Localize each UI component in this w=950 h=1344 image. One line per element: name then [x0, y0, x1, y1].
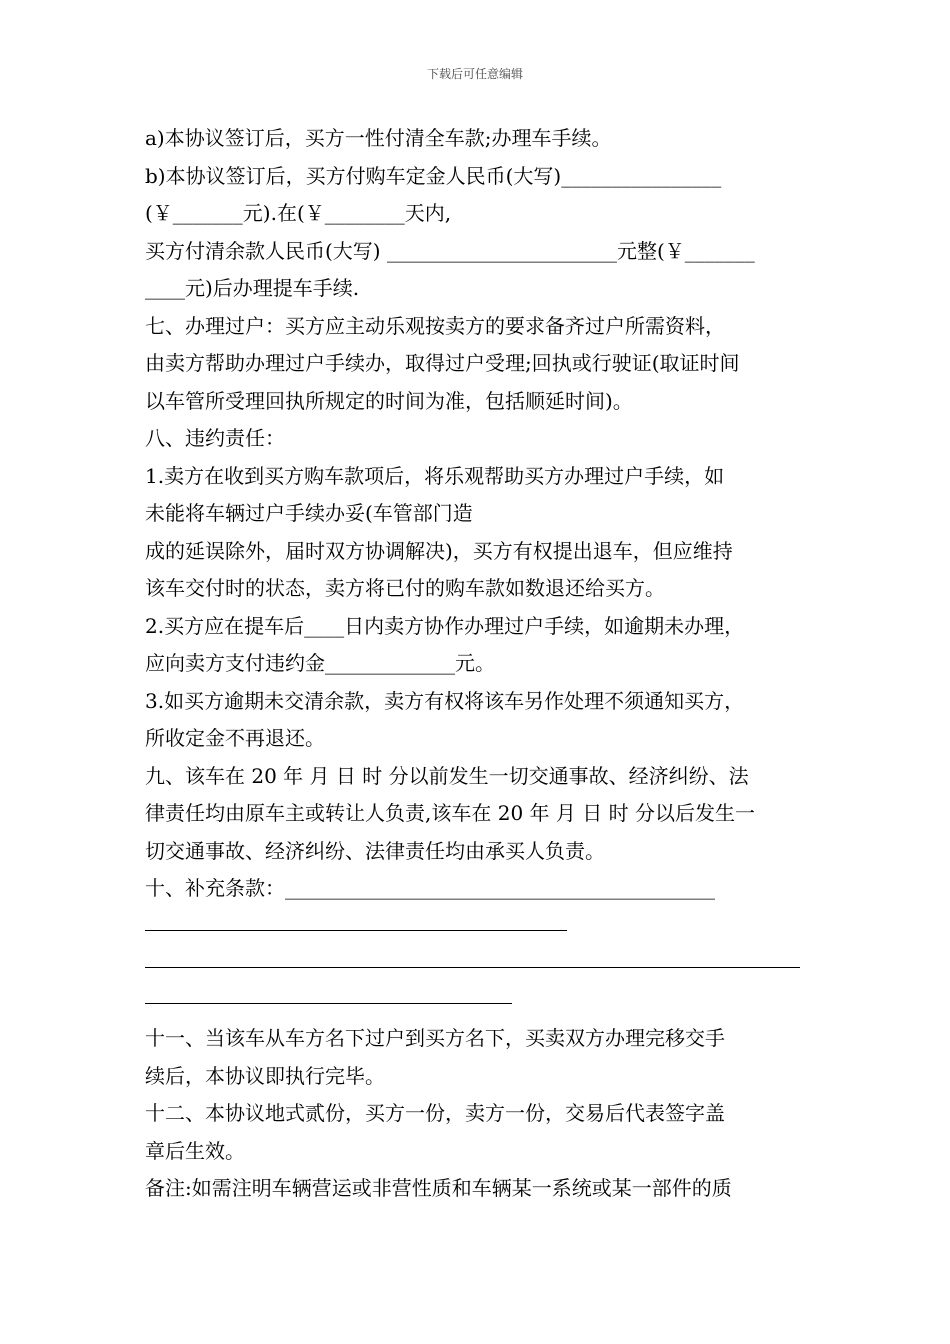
- clause-8-3-line2: 所收定金不再退还。: [145, 726, 325, 750]
- blank-line-2: [145, 945, 815, 983]
- clause-8-1-line2: 未能将车辆过户手续办妥(车管部门造: [145, 501, 473, 525]
- blank-underline: [145, 930, 567, 931]
- clause-b-line3: 买方付清余款人民币(大写) _______________________元整(￥_______: [145, 238, 755, 263]
- clause-8-1-line4: 该车交付时的状态，卖方将已付的购车款如数退还给买方。: [145, 576, 665, 600]
- clause-b-line2: (￥_______元).在(￥________天内,: [145, 201, 452, 225]
- clause-8-3-line1: 3.如买方逾期未交清余款，卖方有权将该车另作处理不须通知买方，: [145, 688, 745, 713]
- clause-9-line2: 律责任均由原车主或转让人负责,该车在 20 年 月 日 时 分以后发生一: [145, 801, 755, 825]
- clause-9-line1: 九、该车在 20 年 月 日 时 分以前发生一切交通事故、经济纠纷、法: [145, 763, 749, 788]
- clause-8-2-line2: 应向卖方支付违约金_____________元。: [145, 651, 495, 675]
- clause-8-1-line3: 成的延误除外，届时双方协调解决)，买方有权提出退车，但应维持: [145, 538, 733, 563]
- clause-11-line1: 十一、当该车从车方名下过户到买方名下，买卖双方办理完移交手: [145, 1026, 725, 1050]
- clause-12-line2: 章后生效。: [145, 1138, 245, 1163]
- page-header: 下载后可任意编辑: [426, 67, 523, 81]
- clause-b-line1: b)本协议签订后，买方付购车定金人民币(大写)________________: [145, 163, 722, 188]
- document-body: [145, 120, 815, 1208]
- blank-line-3: [145, 983, 815, 1021]
- clause-11-line2: 续后，本协议即执行完毕。: [145, 1063, 385, 1088]
- clause-12-line1: 十二、本协议地式贰份，买方一份，卖方一份，交易后代表签字盖: [145, 1101, 725, 1125]
- clause-a: a)本协议签订后，买方一性付清全车款;办理车手续。: [145, 126, 612, 150]
- clause-7-line3: 以车管所受理回执所规定的时间为准，包括顺延时间)。: [145, 388, 633, 413]
- blank-underline: [145, 967, 800, 968]
- clause-7-line1: 七、办理过户：买方应主动乐观按卖方的要求备齐过户所需资料，: [145, 313, 725, 338]
- blank-underline: [145, 1003, 512, 1004]
- clause-10: 十、补充条款：___________________________________________: [145, 876, 715, 900]
- clause-8-heading: 八、违约责任：: [145, 426, 285, 450]
- clause-8-2-line1: 2.买方应在提车后____日内卖方协作办理过户手续，如逾期未办理，: [145, 613, 745, 638]
- clause-9-line3: 切交通事故、经济纠纷、法律责任均由承买人负责。: [145, 838, 605, 863]
- blank-line-1: [145, 908, 815, 946]
- note-line: 备注:如需注明车辆营运或非营性质和车辆某一系统或某一部件的质: [145, 1176, 732, 1200]
- clause-7-line2: 由卖方帮助办理过户手续办，取得过户受理;回执或行驶证(取证时间: [145, 351, 740, 375]
- clause-8-1-line1: 1.卖方在收到买方购车款项后，将乐观帮助买方办理过户手续，如: [145, 463, 725, 488]
- clause-b-line4: ____元)后办理提车手续.: [145, 276, 360, 300]
